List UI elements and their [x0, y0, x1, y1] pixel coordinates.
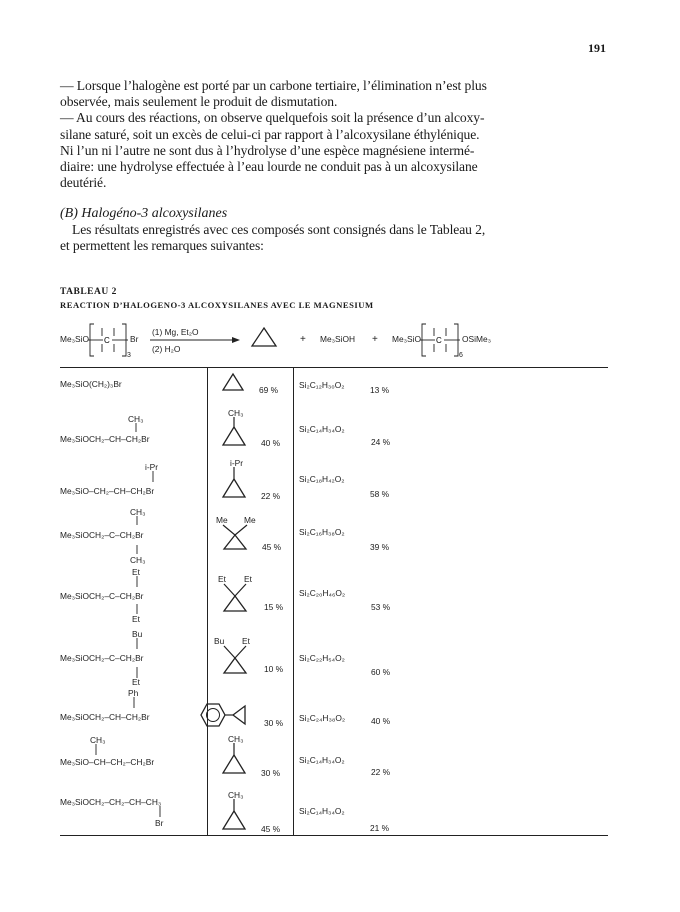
scheme-reactant-left: Me₃SiO	[60, 334, 90, 344]
methylcyclopropane-icon	[222, 743, 248, 775]
byproduct-formula: Si₂C₁₄H₃₄O₂	[299, 424, 345, 434]
column-divider	[293, 367, 294, 835]
table-rule-top	[60, 367, 608, 368]
cyclopropane-substituent: CH₃	[228, 734, 244, 744]
byproduct-formula: Si₂C₁₈H₄₂O₂	[299, 474, 345, 484]
methylcyclopropane-icon	[222, 799, 248, 831]
text-line: silane saturé, soit un excès de celui-ci par rapport à l’alcoxysilane éthylénique.	[60, 126, 480, 142]
yield-byproduct: 21 %	[370, 823, 390, 833]
yield-cyclopropane: 69 %	[259, 385, 279, 395]
dimethylcyclopropane-icon	[221, 525, 251, 551]
methylcyclopropane-icon	[222, 417, 248, 447]
substrate-formula: Me₃SiOCH₂–C–CH₂Br	[60, 653, 144, 663]
substituent-label: Et	[132, 614, 140, 624]
yield-byproduct: 60 %	[371, 667, 391, 677]
yield-cyclopropane: 30 %	[261, 768, 281, 778]
yield-byproduct: 39 %	[370, 542, 390, 552]
scheme-reactant-index: 3	[127, 352, 131, 359]
section-paragraph	[60, 222, 612, 254]
scheme-silanol: Me₃SiOH	[320, 334, 356, 344]
yield-byproduct: 22 %	[371, 767, 391, 777]
cyclopropane-substituent: Et	[244, 574, 252, 584]
scheme-plus: +	[372, 334, 378, 345]
substituent-label: Br	[155, 818, 164, 828]
svg-text:C: C	[436, 336, 442, 345]
substrate-formula: Me₃SiOCH₂–CH–CH₂Br	[60, 434, 150, 444]
isopropylcyclopropane-icon	[222, 467, 248, 499]
byproduct-formula: Si₂C₂₂H₅₄O₂	[299, 653, 345, 663]
diethylcyclopropane-icon	[221, 584, 251, 614]
cyclopropane-icon	[221, 372, 245, 392]
table-title: REACTION D’HALOGENO-3 ALCOXYSILANES AVEC LE MAGNESIUM	[60, 300, 374, 310]
substituent-label: Ph	[128, 688, 139, 698]
substrate-formula: Me₃SiOCH₂–CH–CH₂Br	[60, 712, 150, 722]
cyclopropane-icon	[250, 326, 278, 348]
yield-cyclopropane: 45 %	[261, 824, 281, 834]
text-line: — Lorsque l’halogène est porté par un carbone tertiaire, l’élimination n’est plus	[60, 78, 487, 93]
text-line: observée, mais seulement le produit de dismutation.	[60, 94, 338, 110]
byproduct-formula: Si₂C₁₂H₃₀O₂	[299, 380, 345, 390]
substituent-label: CH₃	[128, 414, 144, 424]
byproduct-formula: Si₂C₁₄H₃₄O₂	[299, 806, 345, 816]
cyclopropane-substituent: Me	[216, 515, 228, 525]
byproduct-formula: Si₂C₂₀H₄₆O₂	[299, 588, 346, 598]
text-line: deutérié.	[60, 175, 107, 191]
table-rule-bottom	[60, 835, 608, 836]
bond-line-icon	[159, 806, 163, 818]
cyclopropane-substituent: i-Pr	[230, 458, 244, 468]
cyclopropane-substituent: Et	[242, 636, 250, 646]
page-number: 191	[588, 41, 606, 55]
byproduct-formula: Si₂C₁₆H₃₈O₂	[299, 527, 345, 537]
yield-cyclopropane: 40 %	[261, 438, 281, 448]
substrate-formula: Me₃SiOCH₂–C–CH₂Br	[60, 591, 144, 601]
substituent-label: CH₃	[130, 507, 146, 517]
body-paragraph	[60, 78, 612, 191]
substrate-formula: Me₃SiO(CH₂)₃Br	[60, 379, 122, 389]
text-line: — Au cours des réactions, on observe quelquefois soit la présence d’un alcoxy-	[60, 110, 485, 126]
substituent-label: Et	[132, 567, 140, 577]
yield-byproduct: 40 %	[371, 716, 391, 726]
scheme-plus: +	[300, 334, 306, 345]
substituent-label: Et	[132, 677, 140, 687]
section-heading: (B) Halogéno-3 alcoxysilanes	[60, 206, 228, 221]
yield-byproduct: 53 %	[371, 602, 391, 612]
yield-cyclopropane: 45 %	[262, 542, 282, 552]
cyclopropane-substituent: Bu	[214, 636, 225, 646]
table-label: TABLEAU 2	[60, 287, 117, 297]
substituent-label: CH₃	[90, 735, 106, 745]
scheme-product-right: OSiMe₃	[462, 334, 492, 344]
text-line: Ni l’un ni l’autre ne sont dus à l’hydrolyse d’une espèce magnésiene intermé-	[60, 142, 475, 158]
scheme-product-index: 6	[459, 352, 463, 359]
yield-cyclopropane: 10 %	[264, 664, 284, 674]
substrate-formula: Me₃SiO–CH₂–CH–CH₂Br	[60, 486, 155, 496]
yield-byproduct: 24 %	[371, 437, 391, 447]
substrate-formula: Me₃SiO–CH–CH₂–CH₂Br	[60, 757, 155, 767]
bond-line-icon	[135, 423, 139, 433]
yield-byproduct: 13 %	[370, 385, 390, 395]
yield-cyclopropane: 15 %	[264, 602, 284, 612]
cyclopropane-substituent: CH₃	[228, 790, 244, 800]
substituent-label: CH₃	[130, 555, 146, 565]
scheme-conditions-2: (2) H₂O	[152, 344, 181, 354]
scheme-reactant-right: Br	[130, 334, 139, 344]
reaction-arrow-icon	[150, 336, 240, 344]
text-line: et permettent les remarques suivantes:	[60, 238, 264, 254]
text-line: diaire: une hydrolyse effectuée à l’eau lourde ne conduit pas à un alcoxysilane	[60, 159, 478, 175]
scheme-conditions-1: (1) Mg, Et₂O	[152, 327, 199, 337]
substrate-formula: Me₃SiOCH₂–CH₂–CH–CH₃	[60, 797, 162, 807]
byproduct-formula: Si₂C₂₄H₃₈O₂	[299, 713, 346, 723]
yield-cyclopropane: 22 %	[261, 491, 281, 501]
svg-text:C: C	[104, 336, 110, 345]
scheme-product-left: Me₃SiO	[392, 334, 422, 344]
byproduct-formula: Si₂C₁₄H₃₄O₂	[299, 755, 345, 765]
butylethylcyclopropane-icon	[221, 646, 251, 676]
cyclopropane-substituent: Et	[218, 574, 226, 584]
yield-byproduct: 58 %	[370, 489, 390, 499]
column-divider	[207, 367, 208, 835]
substituent-label: Bu	[132, 629, 143, 639]
cyclopropane-substituent: Me	[244, 515, 256, 525]
substrate-formula: Me₃SiOCH₂–C–CH₂Br	[60, 530, 144, 540]
bond-line-icon	[152, 471, 156, 483]
bond-line-icon	[95, 744, 99, 756]
yield-cyclopropane: 30 %	[264, 718, 284, 728]
text-line: Les résultats enregistrés avec ces composés sont consignés dans le Tableau 2,	[72, 222, 486, 237]
substituent-label: i-Pr	[145, 462, 159, 472]
reactant-bracket-icon	[88, 322, 148, 362]
phenylcyclopropane-icon	[195, 700, 265, 732]
cyclopropane-substituent: CH₃	[228, 408, 244, 418]
bond-line-icon	[133, 697, 137, 709]
